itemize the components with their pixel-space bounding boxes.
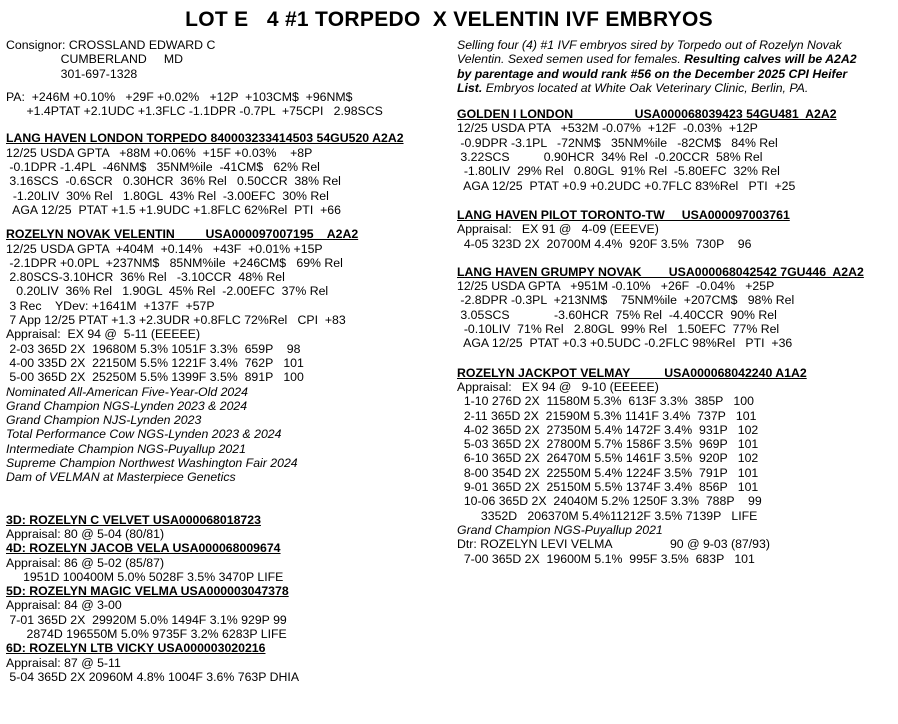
record-line: CUMBERLAND MD	[6, 52, 183, 67]
record-line: +1.4PTAT +2.1UDC +1.3FLC -1.1DPR -0.7PL +75CPI 2.98SCS	[6, 104, 383, 119]
record-line: 5-00 365D 2X 25250M 5.5% 1399F 3.5% 891P 100	[6, 370, 304, 385]
animal-heading: GOLDEN I LONDON USA000068039423 54GU481 A2A2	[457, 107, 837, 122]
right-section	[457, 208, 893, 251]
record-line: 7 App 12/25 PTAT +1.3 +2.3UDR +0.8FLC 72%Rel CPI +83	[6, 313, 346, 328]
record-line: 3352D 206370M 5.4%11212F 3.5% 7139P LIFE	[457, 508, 758, 523]
record-line: Appraisal: EX 91 @ 4-09 (EEEVE)	[457, 222, 659, 237]
record-line: Appraisal: 86 @ 5-02 (85/87)	[6, 555, 165, 570]
record-line: AGA 12/25 PTAT +0.9 +0.2UDC +0.7FLC 83%Rel PTI +25	[457, 178, 796, 193]
record-line: 2874D 196550M 5.0% 9735F 3.2% 6283P LIFE	[6, 626, 287, 641]
record-line: 2-03 365D 2X 19680M 5.3% 1051F 3.3% 659P 98	[6, 341, 301, 356]
left-section	[6, 90, 448, 119]
right-section	[457, 107, 893, 193]
record-line: -2.8DPR -0.3PL +213NM$ 75NM%ile +207CM$ 98% Rel	[457, 293, 795, 308]
record-line: 1-10 276D 2X 11580M 5.3% 613F 3.3% 385P 100	[457, 394, 754, 409]
record-line: 301-697-1328	[6, 66, 138, 81]
record-line: Dtr: ROZELYN LEVI VELMA 90 @ 9-03 (87/93)	[457, 537, 770, 552]
animal-heading: ROZELYN JACKPOT VELMAY USA000068042240 A1A2	[457, 365, 807, 380]
left-section	[6, 131, 448, 217]
animal-heading: LANG HAVEN GRUMPY NOVAK USA000068042542 7GU446 A2A2	[457, 264, 864, 279]
record-line: AGA 12/25 PTAT +1.5 +1.9UDC +1.8FLC 62%Rel PTI +66	[6, 202, 341, 217]
description-emphasis: List.	[457, 80, 483, 95]
left-section	[6, 513, 448, 685]
description-emphasis: by parentage and would rank #56 on the December 2025 CPI Heifer	[457, 66, 848, 81]
record-line: 7-01 365D 2X 29920M 5.0% 1494F 3.1% 929P 99	[6, 612, 287, 627]
award-line: Intermediate Champion NGS-Puyallup 2021	[6, 441, 246, 456]
record-line: -0.10LIV 71% Rel 2.80GL 99% Rel 1.50EFC 77% Rel	[457, 322, 780, 337]
description-emphasis: Resulting calves will be A2A2	[684, 52, 857, 67]
award-line: Total Performance Cow NGS-Lynden 2023 & 2024	[6, 427, 282, 442]
record-line: Appraisal: EX 94 @ 5-11 (EEEEE)	[6, 327, 201, 342]
record-line: Appraisal: 84 @ 3-00	[6, 598, 122, 613]
record-line: 7-00 365D 2X 19600M 5.1% 995F 3.5% 683P 101	[457, 551, 755, 566]
record-line: 4-00 335D 2X 22150M 5.5% 1221F 3.4% 762P 101	[6, 355, 304, 370]
record-line: 3.22SCS 0.90HCR 34% Rel -0.20CCR 58% Rel	[457, 150, 763, 165]
record-line: -2.1DPR +0.0PL +237NM$ 85NM%ile +246CM$ 69% Rel	[6, 255, 343, 270]
record-line: AGA 12/25 PTAT +0.3 +0.5UDC -0.2FLC 98%Rel PTI +36	[457, 336, 793, 351]
record-line: PA: +246M +0.10% +29F +0.02% +12P +103CM$ +96NM$	[6, 89, 353, 104]
animal-heading: 4D: ROZELYN JACOB VELA USA000068009674	[6, 541, 281, 556]
description-line	[457, 67, 893, 81]
record-line: 12/25 USDA GPTA +404M +0.14% +43F +0.01% +15P	[6, 241, 323, 256]
lot-title: LOT E 4 #1 TORPEDO X VELENTIN IVF EMBRYOS	[185, 8, 713, 31]
record-line: Consignor: CROSSLAND EDWARD C	[6, 38, 216, 52]
award-line: Supreme Champion Northwest Washington Fair 2024	[6, 456, 298, 471]
record-line: -0.1DPR -1.4PL -46NM$ 35NM%ile -41CM$ 62% Rel	[6, 160, 320, 175]
record-line: 12/25 USDA PTA +532M -0.07% +12F -0.03% +12P	[457, 121, 758, 136]
record-line: 3 Rec YDev: +1641M +137F +57P	[6, 298, 215, 313]
record-line: Appraisal: 80 @ 5-04 (80/81)	[6, 526, 165, 541]
record-line: 1951D 100400M 5.0% 5028F 3.5% 3470P LIFE	[6, 569, 284, 584]
animal-heading: LANG HAVEN PILOT TORONTO-TW USA000097003761	[457, 207, 790, 222]
award-line: Dam of VELMAN at Masterpiece Genetics	[6, 470, 236, 485]
lot-description	[457, 38, 893, 95]
right-section	[457, 366, 893, 566]
record-line: 3.05SCS -3.60HCR 75% Rel -4.40CCR 90% Rel	[457, 307, 777, 322]
animal-heading: 5D: ROZELYN MAGIC VELMA USA000003047378	[6, 584, 289, 599]
award-line: Grand Champion NGS-Lynden 2023 & 2024	[6, 398, 248, 413]
record-line: 0.20LIV 36% Rel 1.90GL 45% Rel -2.00EFC 37% Rel	[6, 284, 329, 299]
left-column	[6, 38, 448, 684]
record-line: -1.80LIV 29% Rel 0.80GL 91% Rel -5.80EFC 32% Rel	[457, 164, 780, 179]
record-line: 2-11 365D 2X 21590M 5.3% 1141F 3.4% 737P 101	[457, 408, 757, 423]
animal-heading: ROZELYN NOVAK VELENTIN USA000097007195 A2A2	[6, 227, 359, 242]
description-line: List. Embryos located at White Oak Veterinary Clinic, Berlin, PA.	[457, 80, 809, 95]
record-line: 5-03 365D 2X 27800M 5.7% 1586F 3.5% 969P 101	[457, 437, 759, 452]
right-column	[457, 38, 893, 566]
description-line: Velentin. Sexed semen used for females. Resulting calves will be A2A2	[457, 52, 857, 67]
record-line: 2.80SCS-3.10HCR 36% Rel -3.10CCR 48% Rel	[6, 270, 285, 285]
record-line: 8-00 354D 2X 22550M 5.4% 1224F 3.5% 791P 101	[457, 465, 759, 480]
record-line: 9-01 365D 2X 25150M 5.5% 1374F 3.4% 856P 101	[457, 480, 759, 495]
record-line: 3.16SCS -0.6SCR 0.30HCR 36% Rel 0.50CCR 38% Rel	[6, 174, 341, 189]
record-line: Appraisal: 87 @ 5-11	[6, 655, 121, 670]
animal-heading: LANG HAVEN LONDON TORPEDO 840003233414503 54GU520 A2A2	[6, 131, 404, 146]
award-line: Nominated All-American Five-Year-Old 2024	[6, 384, 248, 399]
record-line: 6-10 365D 2X 26470M 5.5% 1461F 3.5% 920P 102	[457, 451, 759, 466]
right-section	[457, 265, 893, 351]
left-section	[6, 227, 448, 484]
record-line: 10-06 365D 2X 24040M 5.2% 1250F 3.3% 788P 99	[457, 494, 762, 509]
description-line: Selling four (4) #1 IVF embryos sired by Torpedo out of Rozelyn Novak	[457, 38, 842, 52]
record-line: 4-02 365D 2X 27350M 5.4% 1472F 3.4% 931P 102	[457, 422, 759, 437]
record-line: -1.20LIV 30% Rel 1.80GL 43% Rel -3.00EFC 30% Rel	[6, 188, 329, 203]
record-line: -0.9DPR -3.1PL -72NM$ 35NM%ile -82CM$ 84% Rel	[457, 135, 778, 150]
award-line: Grand Champion NJS-Lynden 2023	[6, 413, 202, 428]
record-line: Appraisal: EX 94 @ 9-10 (EEEEE)	[457, 379, 659, 394]
award-line: Grand Champion NGS-Puyallup 2021	[457, 522, 663, 537]
animal-heading: 3D: ROZELYN C VELVET USA000068018723	[6, 512, 261, 527]
record-line: 12/25 USDA GPTA +951M -0.10% +26F -0.04% +25P	[457, 279, 775, 294]
record-line: 12/25 USDA GPTA +88M +0.06% +15F +0.03% +8P	[6, 145, 313, 160]
left-section	[6, 38, 448, 81]
record-line: 5-04 365D 2X 20960M 4.8% 1004F 3.6% 763P DHIA	[6, 669, 300, 684]
record-line: 4-05 323D 2X 20700M 4.4% 920F 3.5% 730P 96	[457, 236, 752, 251]
animal-heading: 6D: ROZELYN LTB VICKY USA000003020216	[6, 641, 266, 656]
